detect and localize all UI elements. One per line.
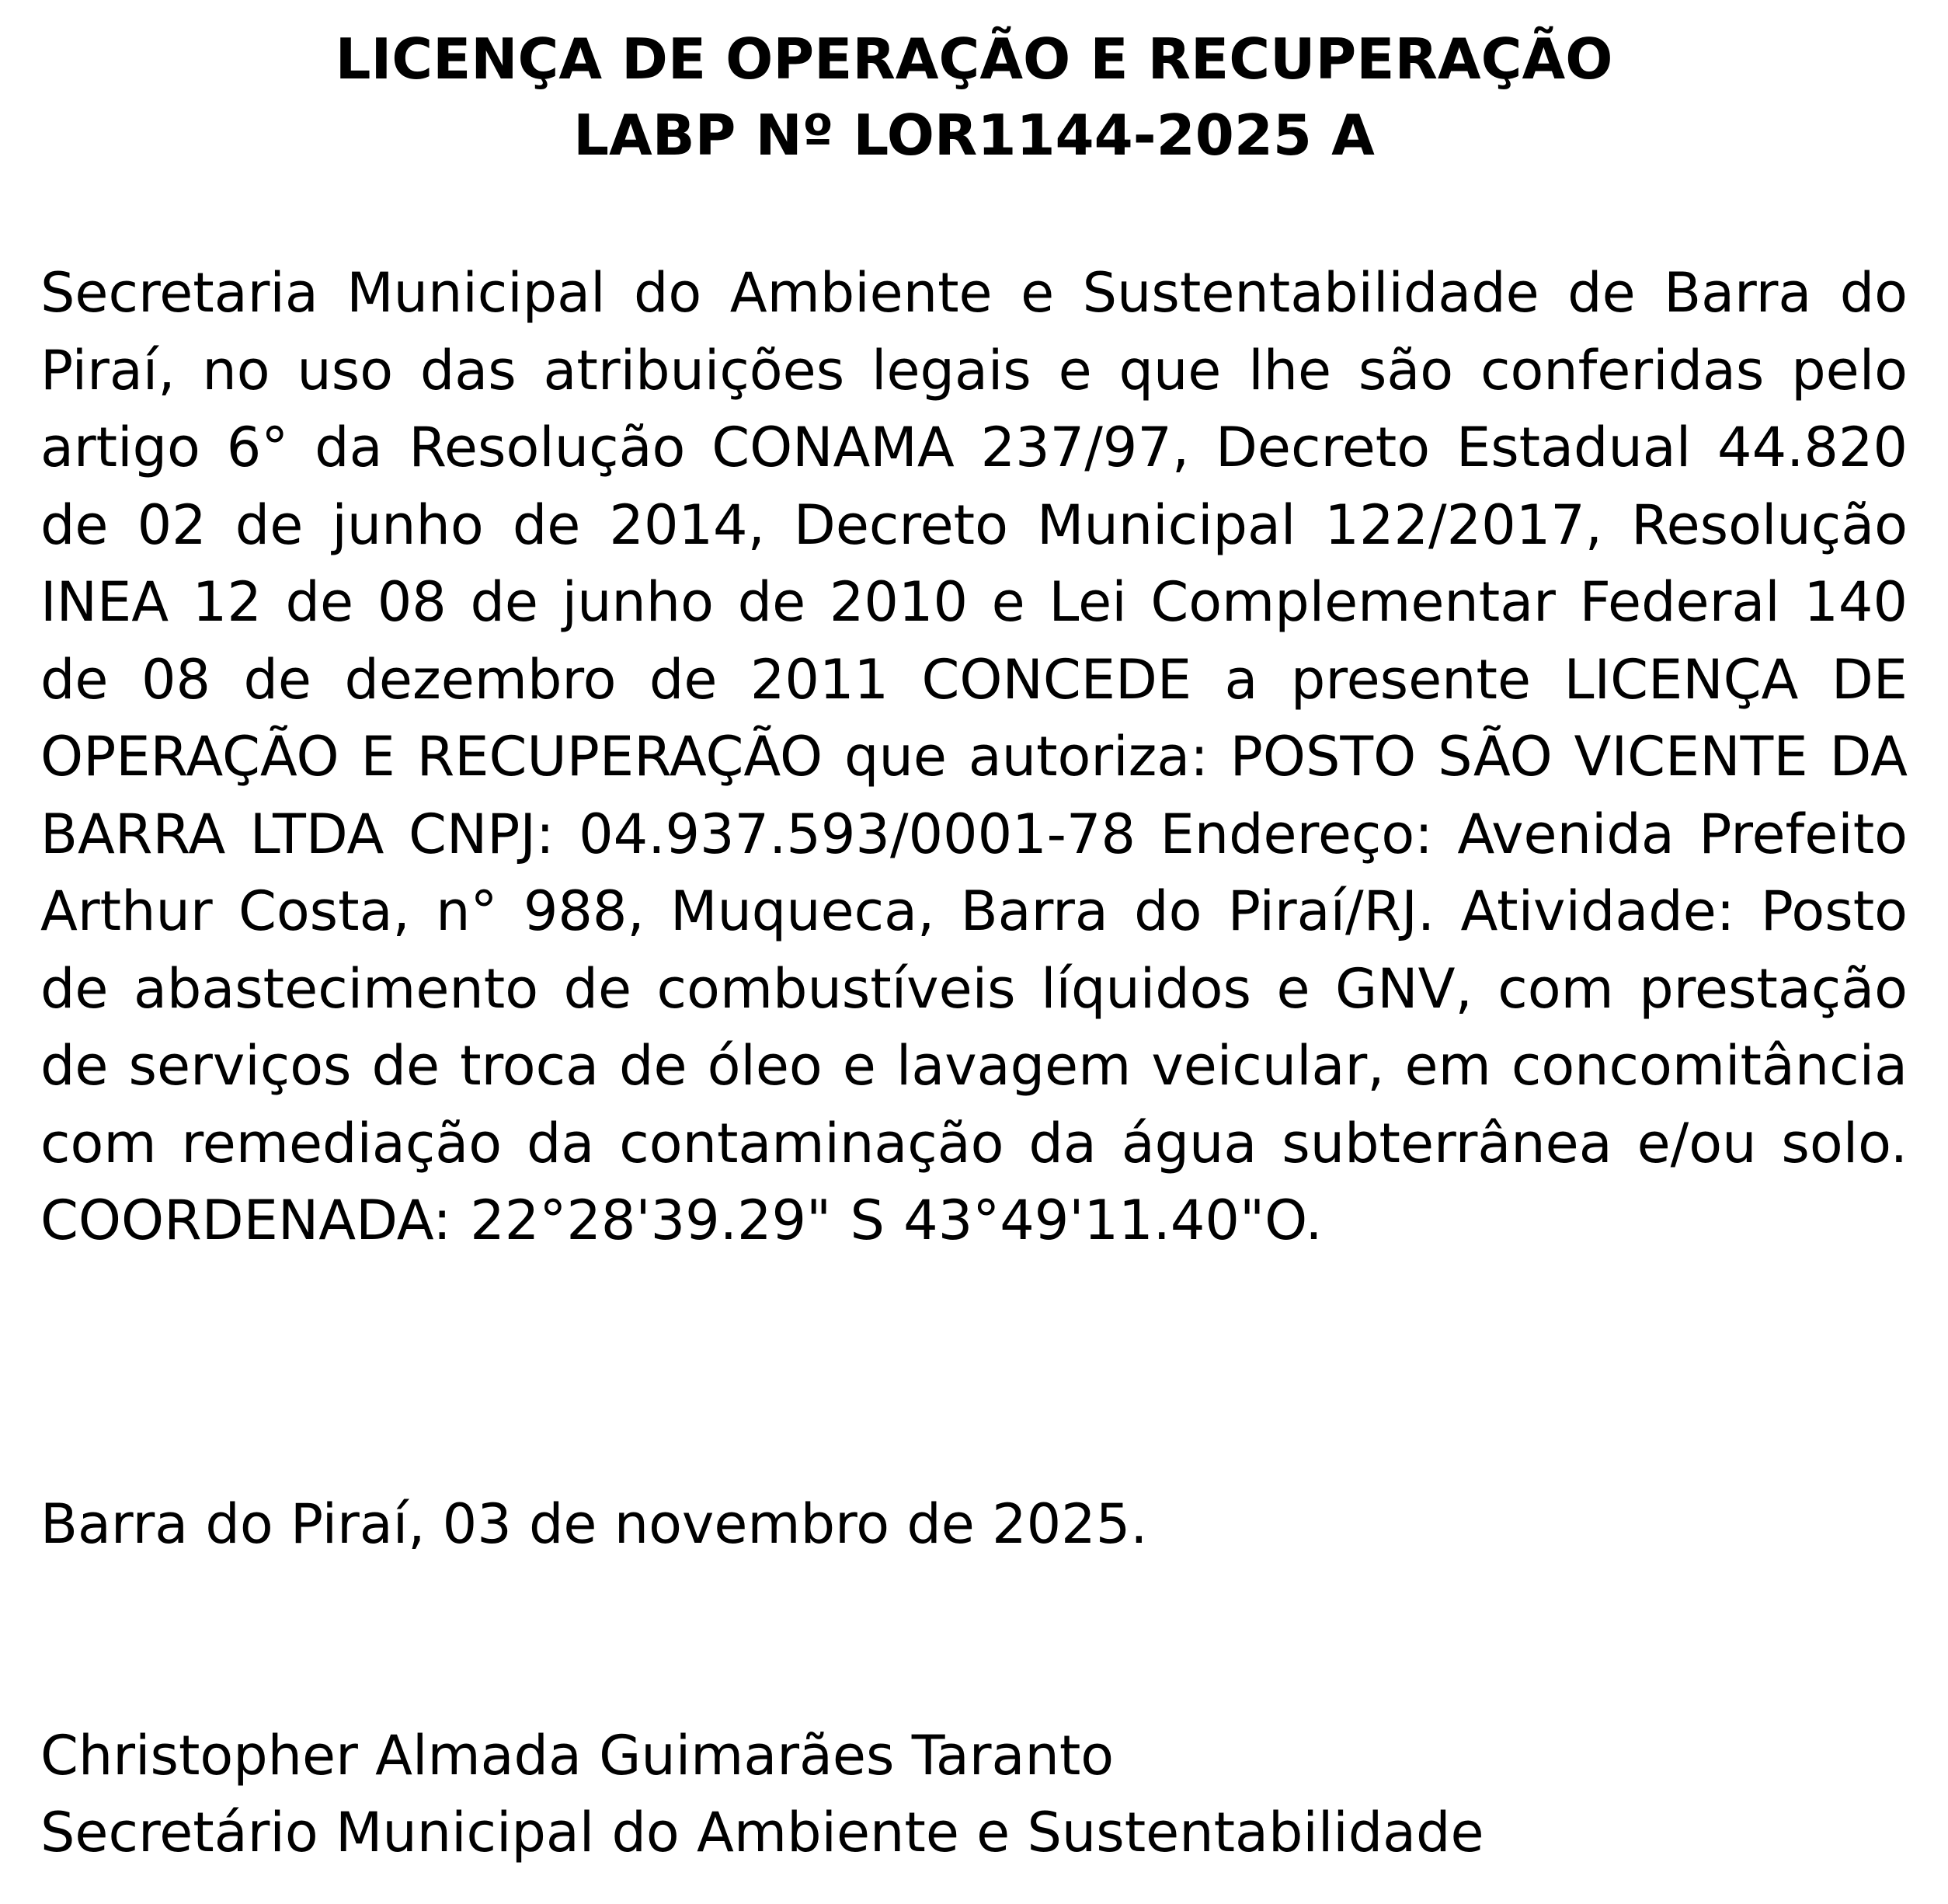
license-number: LABP Nº LOR1144-2025 A bbox=[573, 103, 1375, 168]
license-body-paragraph: Secretaria Municipal do Ambiente e Sustentabilidade de Barra do Piraí, no uso das atribuições legais e que lhe são conferidas pelo artigo 6° da Resolução CONAMA 237/97, Decreto Estadual 44.820 de 02 de junho de 2014, Decreto Municipal 122/2017, Resolução INEA 12 de 08 de junho de 2010 e Lei Complementar Federal 140 de 08 de dezembro de 2011 CONCEDE a presente LICENÇA DE OPERAÇÃO E RECUPERAÇÃO que autoriza: POSTO SÃO VICENTE DA BARRA LTDA CNPJ: 04.937.593/0001-78 Endereço: Avenida Prefeito Arthur Costa, n° 988, Muqueca, Barra do Piraí/RJ. Atividade: Posto de abastecimento de combustíveis líquidos e GNV, com prestação de serviços de troca de óleo e lavagem veicular, em concomitância com remediação da contaminação da água subterrânea e/ou solo. COORDENADA: 22°28'39.29" S 43°49'11.40"O. bbox=[40, 261, 1908, 1252]
document-title: LICENÇA DE OPERAÇÃO E RECUPERAÇÃO bbox=[335, 26, 1613, 92]
signatory-role: Secretário Municipal do Ambiente e Sustentabilidade bbox=[40, 1801, 1484, 1864]
signatory-name: Christopher Almada Guimarães Taranto bbox=[40, 1724, 1115, 1787]
issue-date: Barra do Piraí, 03 de novembro de 2025. bbox=[40, 1492, 1148, 1556]
